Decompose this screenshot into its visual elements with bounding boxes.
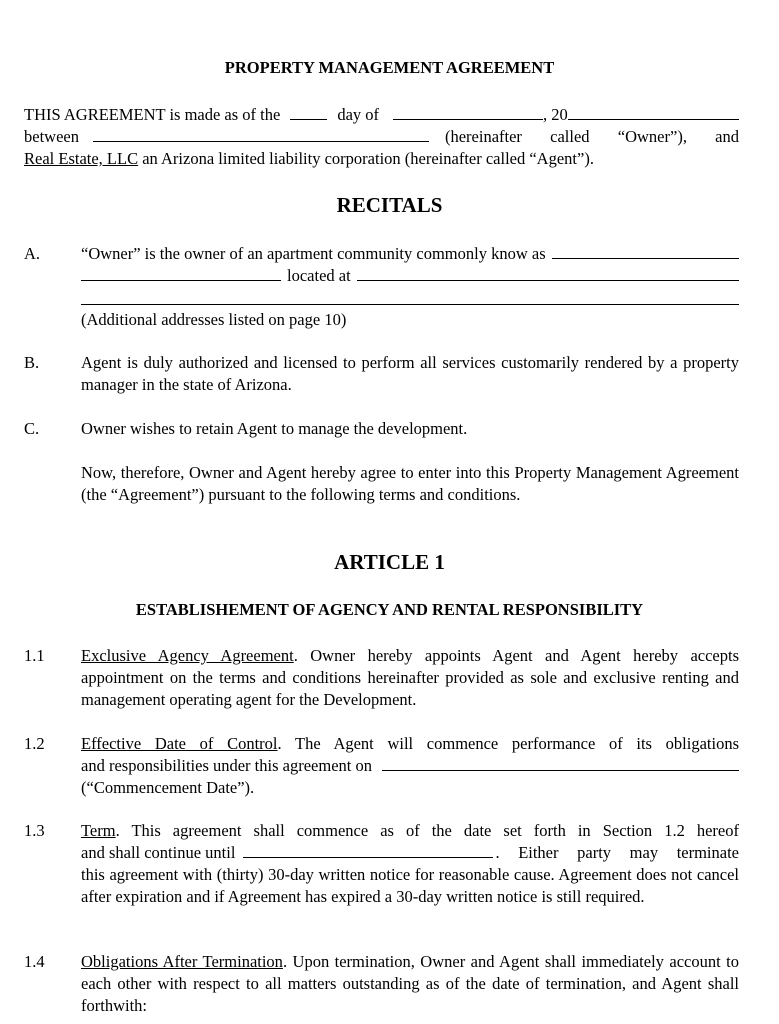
commencement-date-blank [382,755,739,771]
section-1-3: Term. This agreement shall commence as of the date set forth in Section 1.2 hereof and shall continue until . Either party may terminate this agreement with (thirty) 30-day written notice for reasonable cause. Agreement does not cancel after expiration and if Agreement has expired a 30-day written notice is still required. [81,821,739,906]
now-therefore-paragraph: Now, therefore, Owner and Agent hereby agree to enter into this Property Management Agreement (the “Agreement”) pursuant to the following terms and conditions. [81,463,739,504]
intro-line-1: THIS AGREEMENT is made as of the day of , 20 [24,104,739,126]
owner-name-blank [93,126,429,142]
recital-a: “Owner” is the owner of an apartment community commonly know as located at (Additional addresses listed on page 10) [81,243,739,331]
location-blank [357,265,739,281]
community-name-blank [552,243,739,259]
section-title-1-3: Term [81,821,116,840]
recitals-heading: RECITALS [336,193,443,217]
section-title-1-1: Exclusive Agency Agreement [81,646,294,665]
section-title-1-2: Effective Date of Control [81,734,278,753]
intro-paragraph [24,104,739,170]
document-title: PROPERTY MANAGEMENT AGREEMENT [224,58,555,77]
section-1-1: Exclusive Agency Agreement. Owner hereby appoints Agent and Agent hereby accepts appointment on the terms and conditions hereinafter provided as sole and exclusive renting and management operating agent for the Development. [81,646,739,709]
recital-b: Agent is duly authorized and licensed to perform all services customarily rendered by a property manager in the state of Arizona. [81,353,739,394]
intro-line-3: Real Estate, LLC an Arizona limited liability corporation (hereinafter called “Agent”). [24,149,594,168]
section-number-1-2: 1.2 [24,734,45,753]
article-heading: ARTICLE 1 [334,550,445,574]
section-number-1-4: 1.4 [24,952,45,971]
recital-label-a: A. [24,244,41,263]
section-title-1-4: Obligations After Termination [81,952,283,971]
recital-c: Owner wishes to retain Agent to manage the development. [81,419,468,438]
recital-label-c: C. [24,419,40,438]
community-name-blank-2 [81,265,281,281]
termination-date-blank [243,842,493,858]
section-number-1-3: 1.3 [24,821,45,840]
recital-label-b: B. [24,353,40,372]
section-1-4: Obligations After Termination. Upon termination, Owner and Agent shall immediately account to each other with respect to all matters outstanding as of the date of termination, and Agent shall forthwith: [81,952,739,1015]
section-number-1-1: 1.1 [24,646,45,665]
section-1-2: Effective Date of Control. The Agent will commence performance of its obligations and responsibilities under this agreement on (“Commencement Date”). [81,734,739,797]
day-blank [290,104,327,120]
address-blank-line [81,287,739,305]
month-blank [393,104,543,120]
year-blank [568,104,739,120]
intro-line-2: between (hereinafter called “Owner”), and [24,127,739,146]
article-subheading: ESTABLISHEMENT OF AGENCY AND RENTAL RESPONSIBILITY [135,600,644,619]
company-name: Real Estate, LLC [24,149,139,168]
